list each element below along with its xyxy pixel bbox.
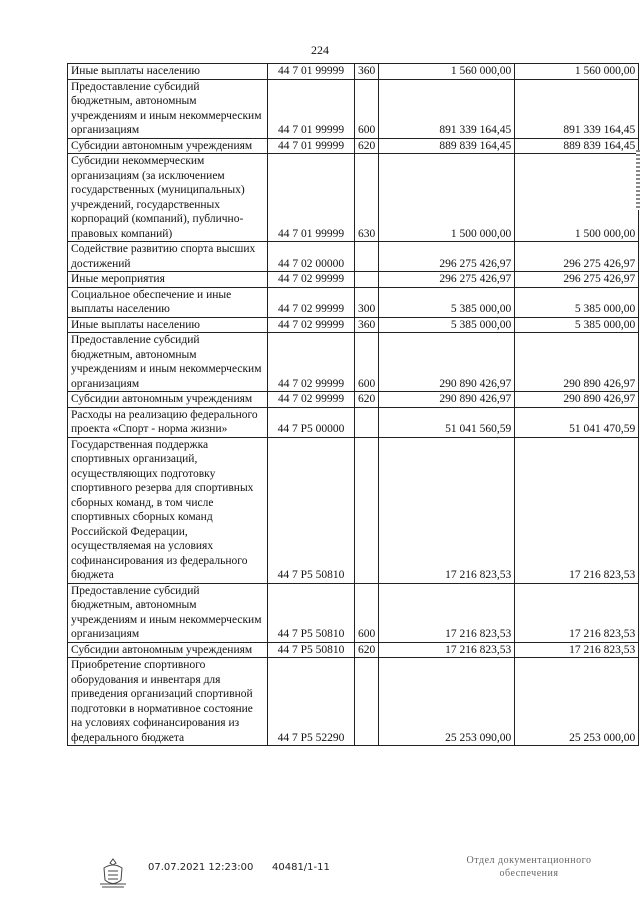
row-name-text: Субсидии автономным учреждениям — [71, 393, 253, 405]
table-row — [68, 407, 639, 437]
row-code-cell: 44 7 01 99999 — [268, 154, 355, 242]
row-expense-type-cell: 600 — [355, 583, 379, 642]
page-number: 224 — [311, 43, 329, 57]
row-expense-type-cell: 360 — [355, 317, 379, 333]
row-code-cell: 44 7 01 99999 — [268, 138, 355, 154]
row-sum-1-cell: 17 216 823,53 — [379, 642, 515, 658]
table-row — [68, 317, 639, 333]
row-sum-2-cell: 5 385 000,00 — [515, 317, 639, 333]
row-name-cell — [68, 154, 268, 242]
row-expense-type-cell — [355, 437, 379, 583]
table-row — [68, 138, 639, 154]
table-row — [68, 242, 639, 272]
row-sum-2-cell: 290 890 426,97 — [515, 392, 639, 408]
department-stamp: Отдел документационного обеспечения — [466, 855, 592, 879]
row-sum-1-cell: 290 890 426,97 — [379, 392, 515, 408]
row-sum-1-cell: 25 253 090,00 — [379, 658, 515, 746]
table-row — [68, 272, 639, 288]
table-row — [68, 392, 639, 408]
page-footer — [0, 850, 640, 900]
row-sum-1-cell: 290 890 426,97 — [379, 333, 515, 392]
row-name-text: Предоставление субсидий бюджетным, автономным учреждениям и иным некоммерческим организациям — [71, 334, 262, 390]
row-name-text: Социальное обеспечение и иные выплаты населению — [71, 288, 232, 315]
row-sum-2-cell: 17 216 823,53 — [515, 583, 639, 642]
row-name-cell — [68, 64, 268, 80]
row-name-text: Предоставление субсидий бюджетным, автономным учреждениям и иным некоммерческим организациям — [71, 80, 262, 136]
row-name-text: Субсидии автономным учреждениям — [71, 139, 253, 152]
row-name-cell — [68, 333, 268, 392]
row-expense-type-cell: 620 — [355, 642, 379, 658]
table-row — [68, 583, 639, 642]
row-expense-type-cell — [355, 272, 379, 288]
row-name-cell — [68, 583, 268, 642]
row-name-cell — [68, 642, 268, 658]
row-name-cell — [68, 437, 268, 583]
row-name-text: Иные мероприятия — [71, 273, 165, 285]
row-code-cell: 44 7 02 99999 — [268, 392, 355, 408]
row-name-cell — [68, 407, 268, 437]
row-code-cell: 44 7 02 99999 — [268, 317, 355, 333]
row-sum-2-cell: 1 560 000,00 — [515, 64, 639, 80]
row-sum-2-cell: 296 275 426,97 — [515, 242, 639, 272]
row-sum-1-cell: 889 839 164,45 — [379, 138, 515, 154]
row-sum-2-cell: 1 500 000,00 — [515, 154, 639, 242]
budget-table — [67, 63, 639, 746]
row-name-cell — [68, 272, 268, 288]
table-row — [68, 642, 639, 658]
row-code-cell: 44 7 P5 50810 — [268, 642, 355, 658]
row-code-cell: 44 7 02 00000 — [268, 242, 355, 272]
row-sum-1-cell: 296 275 426,97 — [379, 242, 515, 272]
row-name-cell — [68, 79, 268, 138]
row-sum-2-cell: 290 890 426,97 — [515, 333, 639, 392]
row-sum-2-cell: 17 216 823,53 — [515, 437, 639, 583]
row-name-text: Иные выплаты населению — [71, 65, 200, 77]
row-sum-1-cell: 1 500 000,00 — [379, 154, 515, 242]
row-code-cell: 44 7 01 99999 — [268, 64, 355, 80]
coat-of-arms-icon — [96, 856, 130, 890]
row-code-cell: 44 7 02 99999 — [268, 272, 355, 288]
footer-date: 07.07.2021 12:23:00 — [148, 862, 254, 873]
row-code-cell: 44 7 02 99999 — [268, 333, 355, 392]
row-name-cell — [68, 242, 268, 272]
table-row — [68, 287, 639, 317]
row-sum-2-cell: 5 385 000,00 — [515, 287, 639, 317]
row-name-cell — [68, 392, 268, 408]
table-row — [68, 154, 639, 242]
table-row — [68, 64, 639, 80]
row-expense-type-cell — [355, 658, 379, 746]
row-sum-1-cell: 296 275 426,97 — [379, 272, 515, 288]
row-expense-type-cell: 630 — [355, 154, 379, 242]
row-sum-2-cell: 889 839 164,45 — [515, 138, 639, 154]
row-sum-1-cell: 17 216 823,53 — [379, 437, 515, 583]
row-expense-type-cell: 620 — [355, 138, 379, 154]
row-expense-type-cell — [355, 242, 379, 272]
row-sum-1-cell: 891 339 164,45 — [379, 79, 515, 138]
row-sum-2-cell: 25 253 000,00 — [515, 658, 639, 746]
row-sum-1-cell: 5 385 000,00 — [379, 287, 515, 317]
row-name-text: Предоставление субсидий бюджетным, автономным учреждениям и иным некоммерческим организациям — [71, 584, 262, 640]
row-sum-1-cell: 51 041 560,59 — [379, 407, 515, 437]
row-code-cell: 44 7 P5 52290 — [268, 658, 355, 746]
row-code-cell: 44 7 02 99999 — [268, 287, 355, 317]
row-sum-2-cell: 296 275 426,97 — [515, 272, 639, 288]
footer-doc-number: 40481/1-11 — [272, 862, 330, 873]
scan-edge-mark — [636, 150, 640, 210]
row-name-cell — [68, 138, 268, 154]
row-sum-1-cell: 1 560 000,00 — [379, 64, 515, 80]
row-sum-1-cell: 5 385 000,00 — [379, 317, 515, 333]
row-code-cell: 44 7 P5 50810 — [268, 437, 355, 583]
row-name-text: Субсидии некоммерческим организациям (за исключением государственных (муниципальных) учреждений, государственных корпораций (компаний), публично-правовых компаний) — [71, 155, 245, 240]
row-code-cell: 44 7 P5 00000 — [268, 407, 355, 437]
row-code-cell: 44 7 01 99999 — [268, 79, 355, 138]
table-row — [68, 79, 639, 138]
row-sum-2-cell: 891 339 164,45 — [515, 79, 639, 138]
row-expense-type-cell: 300 — [355, 287, 379, 317]
row-name-text: Иные выплаты населению — [71, 318, 200, 331]
row-sum-2-cell: 51 041 470,59 — [515, 407, 639, 437]
row-name-text: Расходы на реализацию федерального проекта «Спорт - норма жизни» — [71, 408, 258, 435]
row-expense-type-cell — [355, 407, 379, 437]
row-expense-type-cell: 620 — [355, 392, 379, 408]
row-expense-type-cell: 360 — [355, 64, 379, 80]
row-expense-type-cell: 600 — [355, 79, 379, 138]
row-name-text: Приобретение спортивного оборудования и инвентаря для приведения организаций спортивной подготовки в нормативное состояние на условиях софинансирования из федерального бюджета — [71, 659, 253, 744]
row-name-text: Содействие развитию спорта высших достижений — [71, 243, 256, 270]
row-name-text: Субсидии автономным учреждениям — [71, 643, 253, 656]
row-sum-2-cell: 17 216 823,53 — [515, 642, 639, 658]
row-sum-1-cell: 17 216 823,53 — [379, 583, 515, 642]
table-row — [68, 658, 639, 746]
row-name-text: Государственная поддержка спортивных организаций, осуществляющих подготовку спортивного резерва для спортивных сборных команд, в том числе спортивных сборных команд Российской Федерации, осуществляемая на условиях софинансирования из федерального бюджета — [71, 438, 254, 581]
table-row — [68, 333, 639, 392]
row-name-cell — [68, 658, 268, 746]
row-name-cell — [68, 287, 268, 317]
table-row — [68, 437, 639, 583]
row-expense-type-cell: 600 — [355, 333, 379, 392]
row-name-cell — [68, 317, 268, 333]
row-code-cell: 44 7 P5 50810 — [268, 583, 355, 642]
budget-table-body — [68, 64, 639, 746]
